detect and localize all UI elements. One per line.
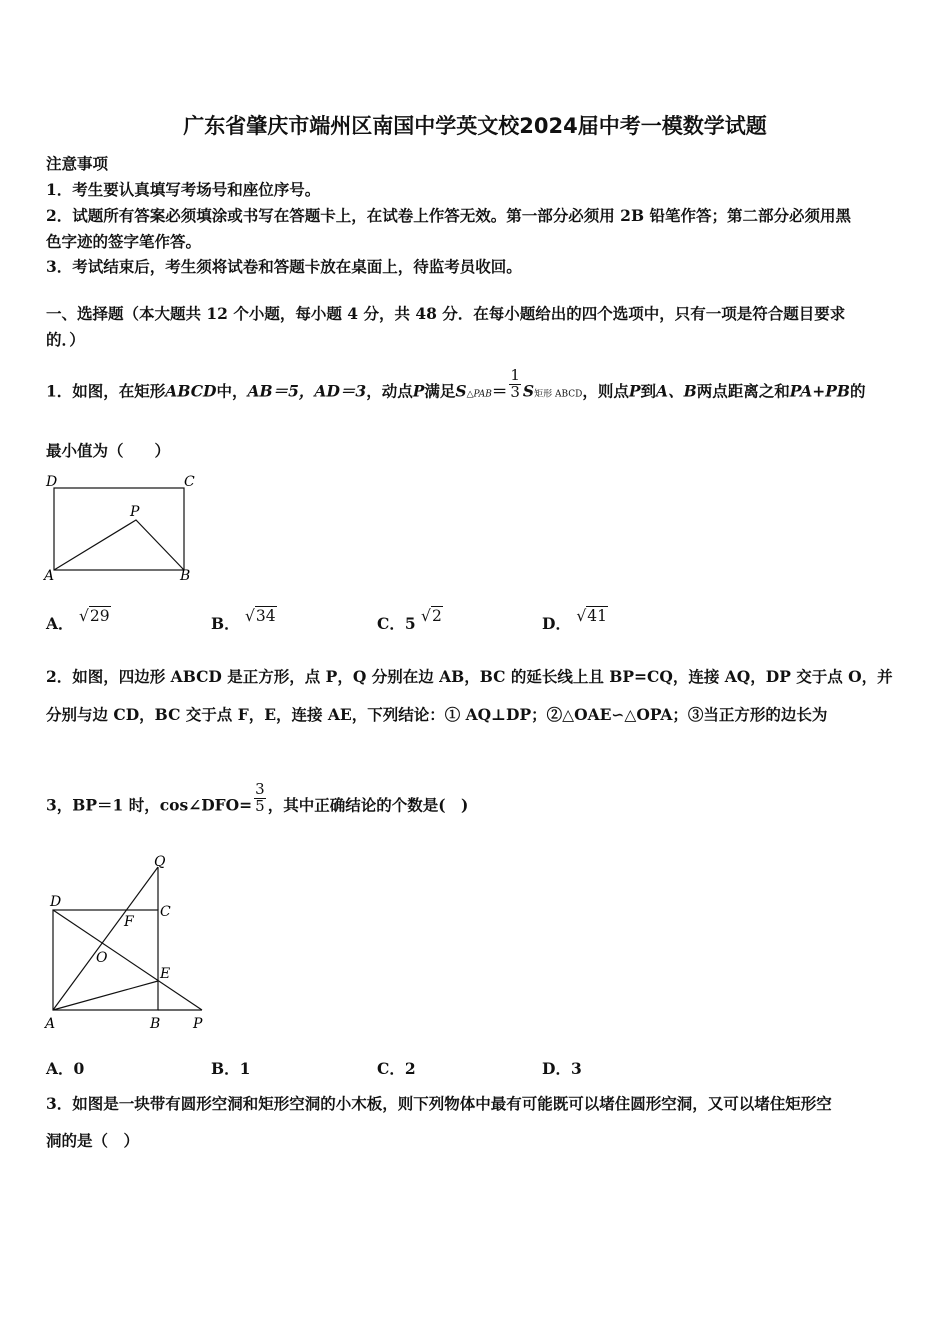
q2-label-p: P xyxy=(193,1016,203,1032)
q1-option-label: A． xyxy=(46,614,74,633)
q1-option-b[interactable] xyxy=(211,607,277,634)
q1-var: S xyxy=(455,381,467,401)
q1-text: ，动点 xyxy=(366,381,413,401)
q2-line-aq xyxy=(53,867,158,1010)
q1-text: 中， xyxy=(216,381,248,401)
q2-label-e: E xyxy=(160,966,171,982)
q1-eq: ＝ xyxy=(491,381,508,401)
q1-triangle-pab xyxy=(54,520,184,570)
q1-option-label: B． xyxy=(211,614,240,633)
q2-fraction-num: 3 xyxy=(255,780,265,798)
q2-label-o: O xyxy=(96,950,108,966)
q1-subscript: △PAB xyxy=(466,389,492,400)
notice-heading: 注意事项 xyxy=(46,154,109,173)
q1-text: 的 xyxy=(850,381,866,401)
q2-line-ae xyxy=(53,981,158,1010)
q1-text: 满足 xyxy=(424,381,456,401)
q1-option-coef: 5 xyxy=(404,614,416,633)
section1-line1: 一、选择题（本大题共 12 个小题，每小题 4 分，共 48 分．在每小题给出的四个选项中，只有一项是符合题目要求 xyxy=(46,304,846,323)
q1-option-d[interactable] xyxy=(542,607,608,634)
q1-text: 两点距离之和 xyxy=(696,381,790,401)
q1-option-radicand: 2 xyxy=(431,607,442,625)
q2-text: ，其中正确结论的个数是( ) xyxy=(267,795,469,815)
notice-line-1: 1．考生要认真填写考场号和座位序号。 xyxy=(46,180,321,199)
q2-label-b: B xyxy=(150,1016,161,1032)
q1-var: A、B xyxy=(656,381,697,401)
notice-line-3: 色字迹的签字笔作答。 xyxy=(46,232,202,251)
q1-text: ，则点 xyxy=(582,381,629,401)
q1-subscript: 矩形 ABCD xyxy=(534,389,583,400)
q1-text: 到 xyxy=(640,381,657,401)
q1-label-b: B xyxy=(180,568,191,584)
q2-option-d[interactable]: D．3 xyxy=(542,1059,582,1078)
q1-option-c[interactable] xyxy=(377,607,443,634)
q3-stem-line1: 3．如图是一块带有圆形空洞和矩形空洞的小木板，则下列物体中最有可能既可以堵住圆形空洞，又可以堵住矩形空 xyxy=(46,1094,832,1113)
q2-label-c: C xyxy=(160,904,171,920)
q1-fraction-den: 3 xyxy=(510,382,520,401)
q2-option-a[interactable]: A．0 xyxy=(46,1059,85,1078)
q1-label-a: A xyxy=(44,568,55,584)
q2-label-a: A xyxy=(45,1016,56,1032)
q1-var: AB＝5，AD＝3 xyxy=(247,381,367,401)
q1-var: ABCD xyxy=(165,381,217,401)
q1-option-radicand: 34 xyxy=(255,607,276,625)
q1-option-radicand: 41 xyxy=(587,607,607,625)
q1-option-radical: √34 xyxy=(245,607,276,625)
q1-option-radical: √2 xyxy=(421,607,442,625)
q2-label-d: D xyxy=(50,894,62,910)
q1-label-d: D xyxy=(46,474,58,490)
q1-var: S xyxy=(522,381,535,401)
q2-fraction-den: 5 xyxy=(255,796,265,815)
q1-stem-line1 xyxy=(46,366,866,409)
q1-var: P xyxy=(412,381,425,401)
q2-option-b[interactable]: B．1 xyxy=(211,1059,251,1078)
section1-line2: 的．） xyxy=(46,330,85,349)
q1-option-label: D． xyxy=(542,614,571,633)
q2-stem-line3 xyxy=(46,780,469,823)
q1-fraction-num: 1 xyxy=(510,366,520,384)
page-title: 广东省肇庆市端州区南国中学英文校2024届中考一模数学试题 xyxy=(183,114,767,138)
q1-label-p: P xyxy=(130,504,140,520)
q2-stem-line2: 分别与边 CD，BC 交于点 F，E，连接 AE，下列结论：① AQ⊥DP；②△OAE∽△OPA；③当正方形的边长为 xyxy=(46,705,828,724)
q2-option-c[interactable]: C．2 xyxy=(377,1059,416,1078)
q2-stem-line1: 2．如图，四边形 ABCD 是正方形，点 P，Q 分别在边 AB，BC 的延长线上且 BP=CQ，连接 AQ，DP 交于点 O，并 xyxy=(46,667,893,686)
q1-fraction xyxy=(509,368,521,401)
q2-fraction xyxy=(254,782,266,815)
notice-line-4: 3．考试结束后，考生须将试卷和答题卡放在桌面上，待监考员收回。 xyxy=(46,257,522,276)
q1-var: P xyxy=(628,381,641,401)
q2-label-f: F xyxy=(124,914,134,930)
q1-var: PA+PB xyxy=(789,381,851,401)
q1-label-c: C xyxy=(184,474,195,490)
q1-option-radicand: 29 xyxy=(89,607,110,625)
q1-option-radical: √29 xyxy=(78,607,110,625)
q2-label-q: Q xyxy=(154,854,166,870)
q1-stem-line2: 最小值为（ ） xyxy=(46,441,171,460)
q1-text: 1．如图，在矩形 xyxy=(46,381,166,401)
q1-option-label: C． xyxy=(377,614,405,633)
q1-option-radical: √41 xyxy=(576,607,607,625)
q1-figure xyxy=(40,470,210,585)
q1-option-a[interactable] xyxy=(46,607,111,634)
q3-stem-line2: 洞的是（ ） xyxy=(46,1131,140,1150)
q2-figure xyxy=(40,850,215,1035)
notice-line-2: 2．试题所有答案必须填涂或书写在答题卡上，在试卷上作答无效。第一部分必须用 2B 铅笔作答；第二部分必须用黑 xyxy=(46,206,851,225)
q2-text: 3，BP＝1 时，cos∠DFO= xyxy=(46,795,253,815)
